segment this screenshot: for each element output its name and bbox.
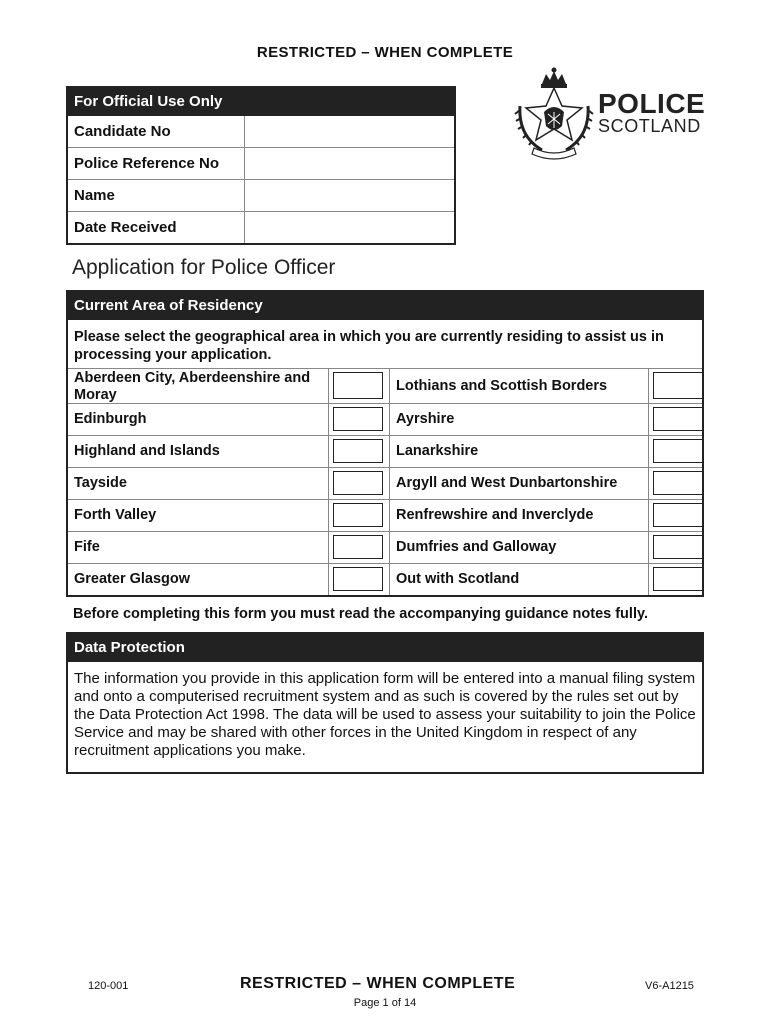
official-row — [68, 116, 454, 147]
police-scotland-crest-icon — [512, 66, 596, 166]
area-label: Forth Valley — [74, 507, 157, 523]
area-label: Out with Scotland — [396, 571, 520, 587]
official-row — [68, 147, 454, 179]
area-label: Lothians and Scottish Borders — [396, 378, 608, 394]
residency-title: Current Area of Residency — [68, 292, 702, 320]
footer-restricted: RESTRICTED – WHEN COMPLETE — [240, 975, 516, 992]
residency-row — [68, 435, 702, 467]
area-checkbox[interactable] — [653, 439, 703, 463]
area-checkbox[interactable] — [653, 567, 703, 591]
data-protection-body: The information you provide in this application form will be entered into a manual filing system and onto a computerised recruitment system and as such is covered by the rules set out by the Data Protection Act 1998. The data will be used to assess your suitability to join the Police Service and may be shared with other forces in the United Kingdom in respect of any recruitment applications you make. — [74, 670, 696, 759]
official-use-title: For Official Use Only — [68, 88, 454, 116]
area-checkbox[interactable] — [653, 471, 703, 495]
area-label: Aberdeen City, Aberdeenshire and Moray — [74, 370, 311, 403]
data-protection-section — [66, 632, 704, 774]
official-label: Candidate No — [68, 116, 245, 147]
area-label: Highland and Islands — [74, 443, 220, 459]
form-title: Application for Police Officer — [72, 256, 336, 279]
date-received-field[interactable] — [245, 212, 454, 243]
restricted-header: RESTRICTED – WHEN COMPLETE — [256, 44, 514, 61]
residency-section — [66, 290, 704, 597]
official-use-table — [66, 86, 456, 245]
area-label: Ayrshire — [396, 411, 455, 427]
area-checkbox[interactable] — [333, 372, 383, 399]
area-checkbox[interactable] — [333, 567, 383, 591]
area-checkbox[interactable] — [653, 372, 703, 399]
candidate-no-field[interactable] — [245, 116, 454, 147]
version-code: V6-A1215 — [645, 980, 694, 992]
official-label: Name — [68, 180, 245, 211]
residency-intro: Please select the geographical area in which you are currently residing to assist us in processing your application. — [68, 320, 702, 369]
residency-row — [68, 499, 702, 531]
area-checkbox[interactable] — [333, 439, 383, 463]
area-checkbox[interactable] — [333, 407, 383, 431]
data-protection-title: Data Protection — [68, 634, 702, 662]
official-label: Date Received — [68, 212, 245, 243]
area-checkbox[interactable] — [653, 503, 703, 527]
area-label: Greater Glasgow — [74, 571, 191, 587]
area-checkbox[interactable] — [653, 407, 703, 431]
residency-row — [68, 403, 702, 435]
area-checkbox[interactable] — [333, 535, 383, 559]
area-label: Dumfries and Galloway — [396, 539, 557, 555]
area-label: Edinburgh — [74, 411, 147, 427]
area-label: Renfrewshire and Inverclyde — [396, 507, 594, 523]
residency-row — [68, 369, 702, 403]
area-label: Tayside — [74, 475, 127, 491]
guidance-note: Before completing this form you must read the accompanying guidance notes fully. — [73, 606, 648, 622]
official-label: Police Reference No — [68, 148, 245, 179]
name-field[interactable] — [245, 180, 454, 211]
page-number: Page 1 of 14 — [353, 997, 417, 1009]
footer-code: 120-001 — [88, 980, 129, 992]
area-label: Argyll and West Dunbartonshire — [396, 475, 618, 491]
area-checkbox[interactable] — [653, 535, 703, 559]
official-row — [68, 211, 454, 243]
residency-row — [68, 467, 702, 499]
area-label: Fife — [74, 539, 100, 555]
area-checkbox[interactable] — [333, 503, 383, 527]
residency-row — [68, 531, 702, 563]
logo-sub: SCOTLAND — [598, 116, 701, 136]
residency-row — [68, 563, 702, 595]
official-row — [68, 179, 454, 211]
police-reference-field[interactable] — [245, 148, 454, 179]
area-label: Lanarkshire — [396, 443, 479, 459]
area-checkbox[interactable] — [333, 471, 383, 495]
logo-word: POLICE — [598, 88, 706, 119]
